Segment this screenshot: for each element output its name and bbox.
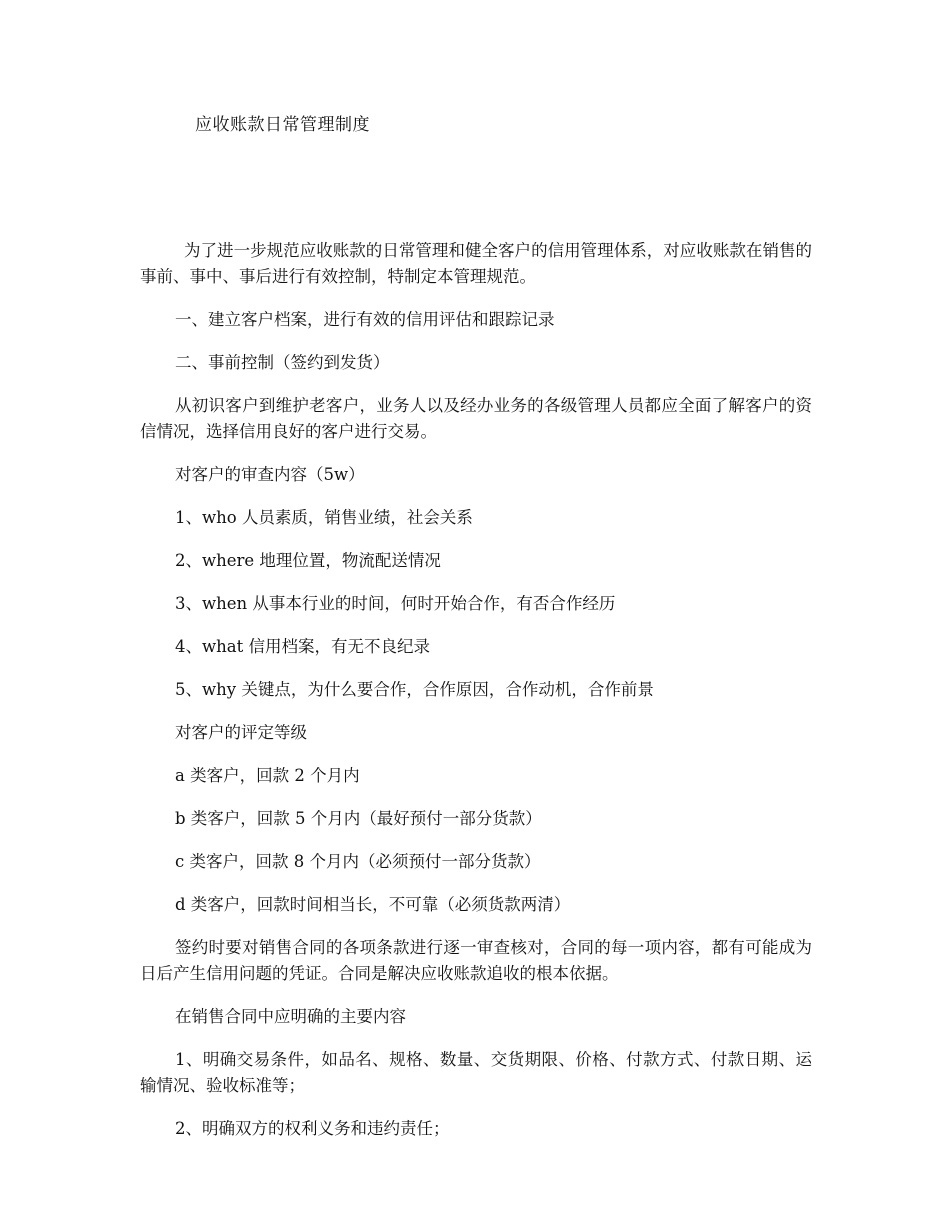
rating-a: a 类客户，回款 2 个月内	[175, 766, 360, 785]
section-heading-1: 一、建立客户档案，进行有效的信用评估和跟踪记录	[175, 310, 555, 329]
list-item-where: 2、where 地理位置，物流配送情况	[175, 551, 441, 570]
subheading-rating: 对客户的评定等级	[175, 723, 307, 742]
section-heading-2: 二、事前控制（签约到发货）	[175, 353, 390, 372]
paragraph-customer-knowledge: 从初识客户到维护老客户，业务人以及经办业务的各级管理人员都应全面了解客户的资信情况，选择信用良好的客户进行交易。	[140, 396, 812, 441]
list-item-who: 1、who 人员素质，销售业绩，社会关系	[175, 508, 473, 527]
subheading-review-content: 对客户的审查内容（5w）	[175, 465, 365, 484]
list-item-when: 3、when 从事本行业的时间，何时开始合作，有否合作经历	[175, 594, 616, 613]
contract-item-2: 2、明确双方的权利义务和违约责任；	[175, 1119, 450, 1138]
document-title: 应收账款日常管理制度	[195, 115, 370, 135]
subheading-contract-content: 在销售合同中应明确的主要内容	[175, 1007, 406, 1026]
list-item-why: 5、why 关键点，为什么要合作，合作原因，合作动机，合作前景	[175, 680, 654, 699]
rating-d: d 类客户，回款时间相当长，不可靠（必须货款两清）	[175, 895, 571, 914]
rating-b: b 类客户，回款 5 个月内（最好预付一部分货款）	[175, 809, 542, 828]
document-body	[140, 238, 812, 1159]
contract-item-1: 1、明确交易条件，如品名、规格、数量、交货期限、价格、付款方式、付款日期、运输情况、验收标准等；	[140, 1050, 812, 1095]
list-item-what: 4、what 信用档案，有无不良纪录	[175, 637, 430, 656]
rating-c: c 类客户，回款 8 个月内（必须预付一部分货款）	[175, 852, 541, 871]
paragraph-contract-review: 签约时要对销售合同的各项条款进行逐一审查核对，合同的每一项内容，都有可能成为日后产生信用问题的凭证。合同是解决应收账款追收的根本依据。	[140, 938, 812, 983]
paragraph-intro: 为了进一步规范应收账款的日常管理和健全客户的信用管理体系，对应收账款在销售的事前、事中、事后进行有效控制，特制定本管理规范。	[140, 241, 812, 286]
